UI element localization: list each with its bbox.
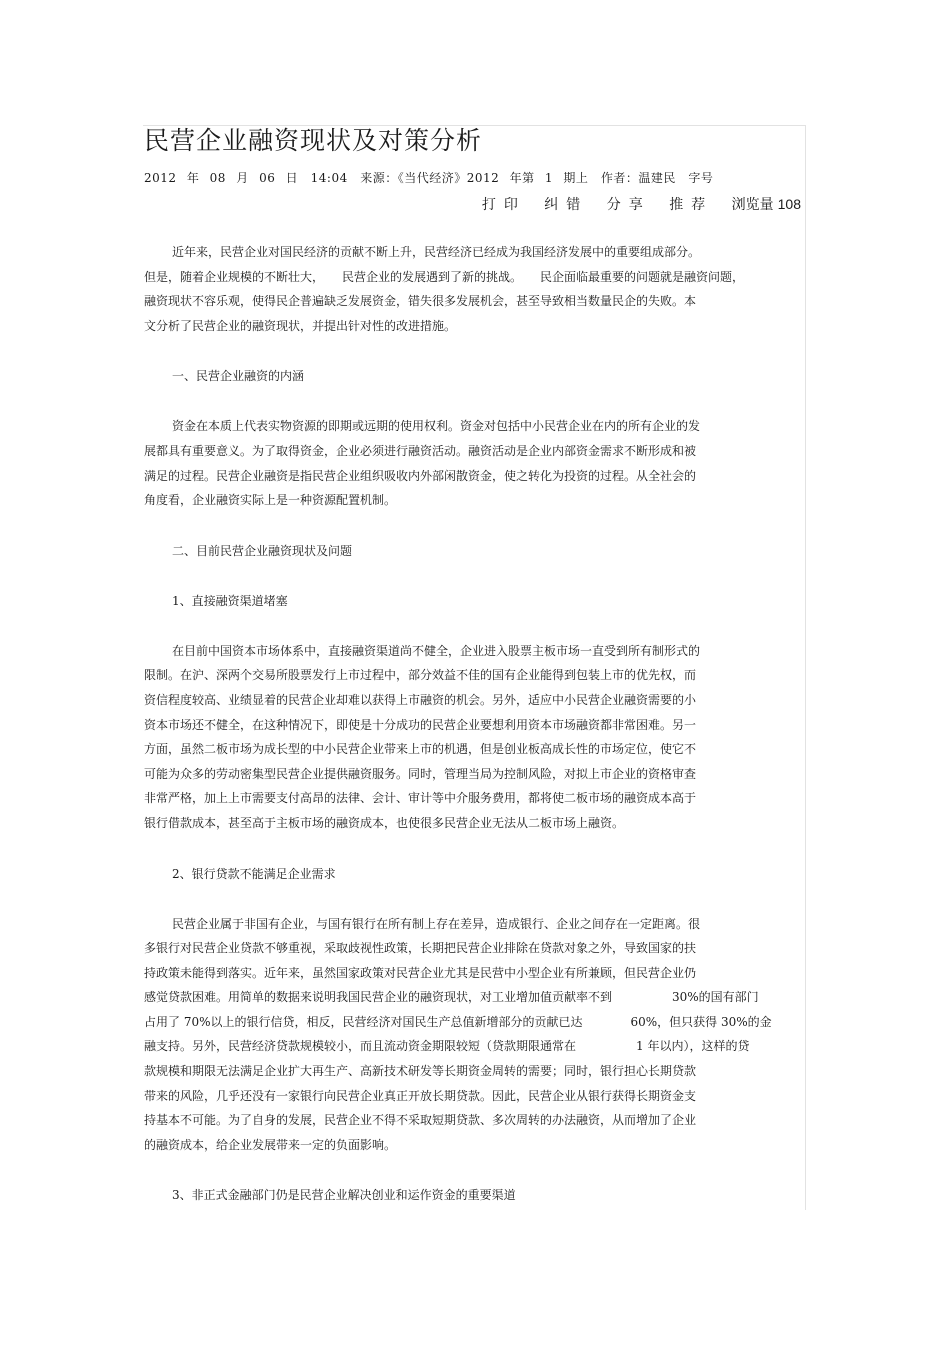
paragraph-line: 款规模和期限无法满足企业扩大再生产、高新技术研发等长期资金周转的需要；同时，银行担心长期贷款 <box>144 1064 697 1079</box>
view-count-number: 108 <box>777 196 801 212</box>
paragraph-line: 带来的风险，几乎还没有一家银行向民营企业真正开放长期贷款。因此，民营企业从银行获得长期资金支 <box>144 1088 697 1103</box>
paragraph-line: 持政策未能得到落实。近年来，虽然国家政策对民营企业尤其是民营中小型企业有所兼顾，但民营企业仍 <box>144 965 697 980</box>
subsection-heading: 2、银行贷款不能满足企业需求 <box>172 866 336 881</box>
paragraph-line: 限制。在沪、深两个交易所股票发行上市过程中，部分效益不佳的国有企业能得到包装上市的优先权，而 <box>144 668 697 683</box>
subsection-heading: 3、非正式金融部门仍是民营企业解决创业和运作资金的重要渠道 <box>172 1188 516 1203</box>
paragraph-line: 感觉贷款困难。用简单的数据来说明我国民营企业的融资现状，对工业增加值贡献率不到 30%的国有部门 <box>144 990 759 1005</box>
correct-link[interactable]: 纠错 <box>544 197 589 213</box>
paragraph-line: 文分析了民营企业的融资现状，并提出针对性的改进措施。 <box>144 318 457 333</box>
paragraph-line: 多银行对民营企业贷款不够重视，采取歧视性政策，长期把民营企业排除在贷款对象之外，导致国家的扶 <box>144 941 697 956</box>
paragraph-line: 的融资成本，给企业发展带来一定的负面影响。 <box>144 1137 397 1152</box>
sub1-paragraph <box>144 639 804 836</box>
intro-paragraph <box>144 240 804 338</box>
paragraph-line: 但是，随着企业规模的不断壮大， 民营企业的发展遇到了新的挑战。 民企面临最重要的问题就是融资问题， <box>144 269 745 284</box>
recommend-link[interactable]: 推荐 <box>669 197 714 213</box>
section-heading: 一、民营企业融资的内涵 <box>172 369 305 384</box>
paragraph-line: 民营企业属于非国有企业，与国有银行在所有制上存在差异，造成银行、企业之间存在一定距离。很 <box>172 916 701 931</box>
paragraph-line: 非常严格，加上上市需要支付高昂的法律、会计、审计等中介服务费用，都将使二板市场的融资成本高于 <box>144 791 697 806</box>
paragraph-line: 融资现状不容乐观，使得民企普遍缺乏发展资金，错失很多发展机会，甚至导致相当数量民企的失败。本 <box>144 294 697 309</box>
article-meta: 2012 年 08 月 06 日 14:04 来源：《当代经济》2012 年第 1 期上 作者：温建民 字号 <box>144 171 714 185</box>
article-actions <box>468 194 801 215</box>
paragraph-line: 方面，虽然二板市场为成长型的中小民营企业带来上市的机遇，但是创业板高成长性的市场定位，使它不 <box>144 742 697 757</box>
paragraph-line: 银行借款成本，甚至高于主板市场的融资成本，也使很多民营企业无法从二板市场上融资。 <box>144 815 625 830</box>
article-title: 民营企业融资现状及对策分析 <box>144 126 483 155</box>
section-heading: 二、目前民营企业融资现状及问题 <box>172 543 353 558</box>
view-count-label: 浏览量 <box>731 197 774 213</box>
paragraph-line: 展都具有重要意义。为了取得资金，企业必须进行融资活动。融资活动是企业内部资金需求不断形成和被 <box>144 443 697 458</box>
subsection-heading: 1、直接融资渠道堵塞 <box>172 593 288 608</box>
paragraph-line: 持基本不可能。为了自身的发展，民营企业不得不采取短期贷款、多次周转的办法融资，从而增加了企业 <box>144 1113 697 1128</box>
paragraph-line: 在目前中国资本市场体系中，直接融资渠道尚不健全，企业进入股票主板市场一直受到所有制形式的 <box>172 643 701 658</box>
paragraph-line: 资金在本质上代表实物资源的即期或远期的使用权利。资金对包括中小民营企业在内的所有企业的发 <box>172 419 701 434</box>
paragraph-line: 占用了 70%以上的银行信贷，相反，民营经济对国民生产总值新增部分的贡献已达 60%，但只获得 30%的金 <box>144 1014 772 1029</box>
share-link[interactable]: 分享 <box>606 197 651 213</box>
paragraph-line: 近年来，民营企业对国民经济的贡献不断上升，民营经济已经成为我国经济发展中的重要组成部分。 <box>172 245 701 259</box>
paragraph-line: 融支持。另外，民营经济贷款规模较小，而且流动资金期限较短（贷款期限通常在 1 年以内），这样的贷 <box>144 1039 750 1054</box>
paragraph-line: 满足的过程。民营企业融资是指民营企业组织吸收内外部闲散资金，使之转化为投资的过程。从全社会的 <box>144 468 697 483</box>
paragraph-line: 资信程度较高、业绩显着的民营企业却难以获得上市融资的机会。另外，适应中小民营企业融资需要的小 <box>144 692 697 707</box>
sub2-paragraph <box>144 912 804 1158</box>
view-count <box>732 194 801 215</box>
paragraph-line: 资本市场还不健全，在这种情况下，即使是十分成功的民营企业要想利用资本市场融资都非常困难。另一 <box>144 717 697 732</box>
paragraph-line: 角度看，企业融资实际上是一种资源配置机制。 <box>144 493 397 508</box>
print-link[interactable]: 打印 <box>481 197 526 213</box>
article-body <box>144 240 804 1207</box>
paragraph-line: 可能为众多的劳动密集型民营企业提供融资服务。同时，管理当局为控制风险，对拟上市企业的资格审查 <box>144 766 697 781</box>
section1-paragraph <box>144 414 804 512</box>
